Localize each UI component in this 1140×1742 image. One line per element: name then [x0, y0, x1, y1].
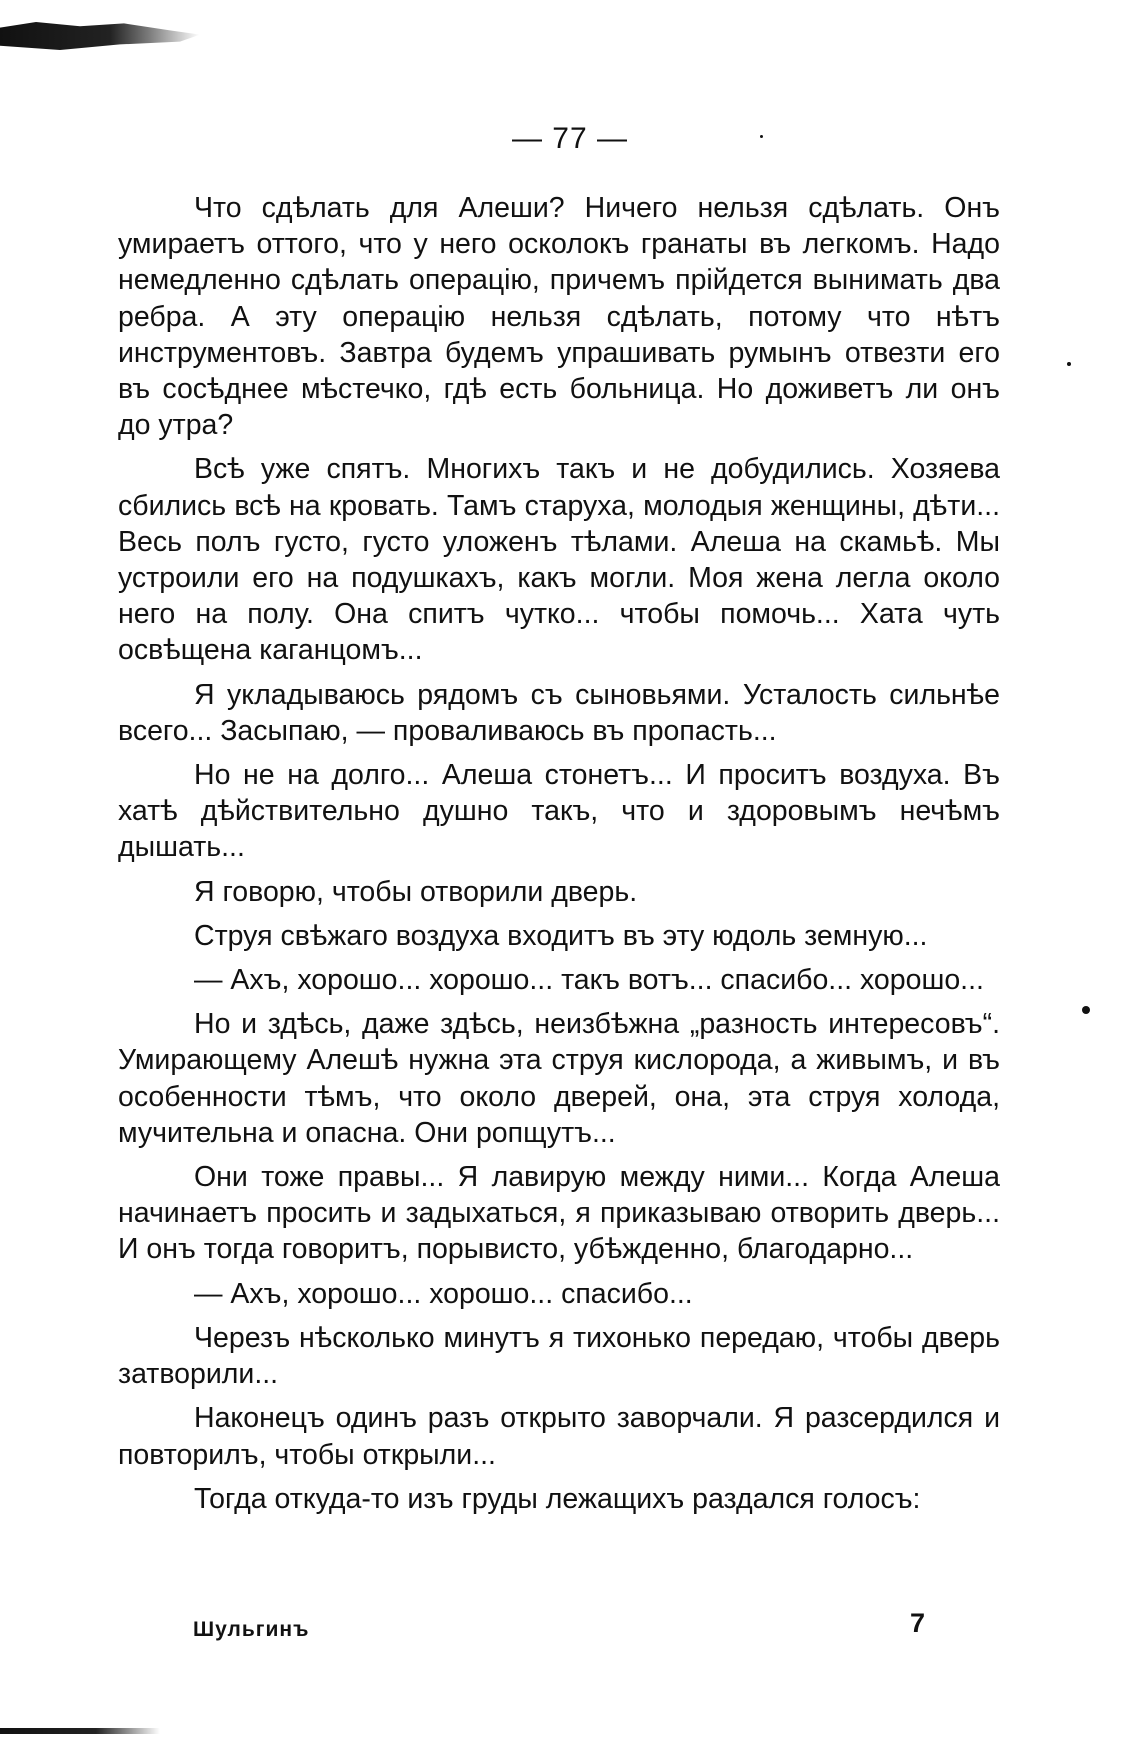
footer-author: Шульгинъ — [193, 1618, 310, 1641]
scan-artifact-top — [0, 22, 200, 50]
paragraph: Но и здѣсь, даже здѣсь, неизбѣжна „разность интересовъ“. Умирающему Алешѣ нужна эта струя кислорода, а живымъ, и въ особенности тѣмъ, что около дверей, она, эта струя холода, мучительна и опасна. Они ропщутъ... — [118, 1008, 1000, 1149]
paragraph: Тогда откуда-то изъ груды лежащихъ раздался голосъ: — [194, 1482, 921, 1515]
paragraph: Но не на долго... Алеша стонетъ... И проситъ воздуха. Въ хатѣ дѣйствительно душно такъ, что и здоровымъ нечѣмъ дышать... — [118, 759, 1000, 864]
paragraph: Я укладываюсь рядомъ съ сыновьями. Усталость сильнѣе всего... Засыпаю, — проваливаюсь въ пропасть... — [118, 678, 1000, 747]
paragraph: Струя свѣжаго воздуха входитъ въ эту юдоль земную... — [194, 919, 928, 952]
ink-speck — [1067, 362, 1071, 366]
paragraph: Черезъ нѣсколько минутъ я тихонько передаю, чтобы дверь затворили... — [118, 1321, 1000, 1391]
paragraph: — Ахъ, хорошо... хорошо... спасибо... — [194, 1277, 693, 1310]
paragraph: — Ахъ, хорошо... хорошо... такъ вотъ... спасибо... хорошо... — [194, 964, 984, 997]
paragraph: Что сдѣлать для Алеши? Ничего нельзя сдѣлать. Онъ умираетъ оттого, что у него осколокъ гранаты въ легкомъ. Надо немедленно сдѣлать операцію, причемъ прійдется вынимать два ребра. А эту операцію нельзя сдѣлать, потому что нѣтъ инструментовъ. Завтра будемъ упрашивать румынъ отвезти его въ сосѣднее мѣстечко, гдѣ есть больница. Но доживетъ ли онъ до утра? — [118, 192, 1000, 442]
ink-speck — [1082, 1006, 1090, 1014]
paragraph: Всѣ уже спятъ. Многихъ такъ и не добудились. Хозяева сбились всѣ на кровать. Тамъ старуха, молодыя женщины, дѣти... Весь полъ густо, густо уложенъ тѣлами. Алеша на скамьѣ. Мы устроили его на подушкахъ, какъ могли. Моя жена легла около него на полу. Она спитъ чутко... чтобы помочь... Хата чуть освѣщена каганцомъ... — [118, 453, 1000, 667]
paragraph: Я говорю, чтобы отворили дверь. — [194, 875, 638, 908]
paragraph: Наконецъ одинъ разъ открыто заворчали. Я разсердился и повторилъ, чтобы открыли... — [118, 1402, 1000, 1471]
body-text — [118, 190, 1000, 1525]
scan-artifact-bottom — [0, 1728, 160, 1734]
signature-mark: 7 — [910, 1608, 926, 1638]
page-number: — 77 — — [511, 122, 629, 155]
paragraph: Они тоже правы... Я лавирую между ними... Когда Алеша начинаетъ просить и задыхаться, я приказываю отворить дверь... И онъ тогда говоритъ, порывисто, убѣжденно, благодарно... — [118, 1161, 1000, 1266]
